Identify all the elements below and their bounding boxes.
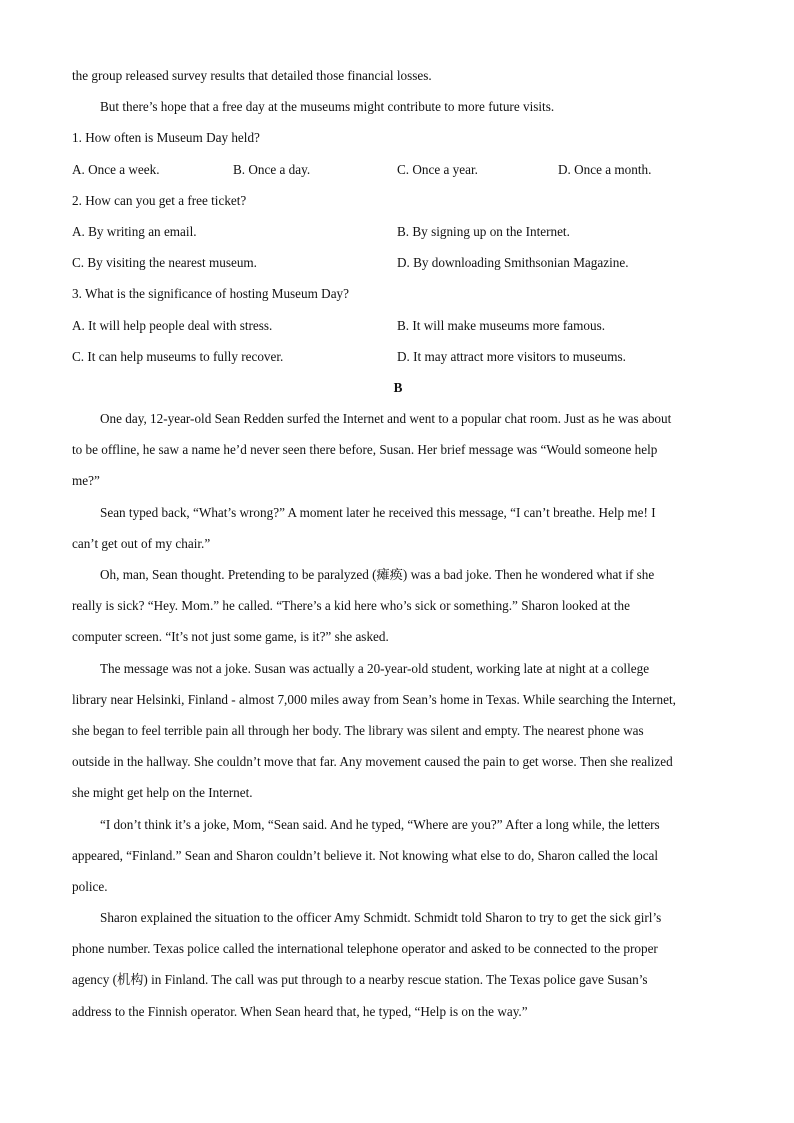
option-c: C. By visiting the nearest museum. xyxy=(72,255,257,271)
paragraph-5 xyxy=(72,809,724,903)
paragraph-line: me?” xyxy=(72,473,100,489)
section-heading: B xyxy=(393,379,403,395)
option-b: B. By signing up on the Internet. xyxy=(397,223,570,239)
paragraph-line: can’t get out of my chair.” xyxy=(72,535,211,551)
paragraph-6 xyxy=(72,902,724,1027)
paragraph-line: appeared, “Finland.” Sean and Sharon couldn’t believe it. Not knowing what else to do, Sharon called the local xyxy=(72,847,659,863)
paragraph-line: One day, 12-year-old Sean Redden surfed the Internet and went to a popular chat room. Just as he was about xyxy=(100,411,672,427)
paragraph-line: address to the Finnish operator. When Sean heard that, he typed, “Help is on the way.” xyxy=(72,1003,528,1019)
question-2: 2. How can you get a free ticket? xyxy=(72,192,247,208)
document-page xyxy=(72,60,724,1027)
option-b: B. It will make museums more famous. xyxy=(397,317,606,333)
option-c: C. Once a year. xyxy=(397,161,478,177)
paragraph-line: Oh, man, Sean thought. Pretending to be paralyzed (瘫痪) was a bad joke. Then he wondered what if she xyxy=(100,567,655,582)
question-3: 3. What is the significance of hosting Museum Day? xyxy=(72,286,350,302)
paragraph-line: “I don’t think it’s a joke, Mom, “Sean said. And he typed, “Where are you?” After a long while, the letters xyxy=(100,816,660,832)
question-3-options-row1 xyxy=(72,310,724,341)
paragraph-line: really is sick? “Hey. Mom.” he called. “There’s a kid here who’s sick or something.” Sharon looked at the xyxy=(72,598,630,614)
paragraph-line: police. xyxy=(72,878,108,894)
option-d: D. Once a month. xyxy=(558,161,652,177)
paragraph-line: to be offline, he saw a name he’d never seen there before, Susan. Her brief message was “Would someone help xyxy=(72,442,658,458)
paragraph-line: library near Helsinki, Finland - almost 7,000 miles away from Sean’s home in Texas. While searching the Internet, xyxy=(72,691,676,707)
option-a: A. Once a week. xyxy=(72,161,160,177)
paragraph-1 xyxy=(72,403,724,497)
paragraph-line: outside in the hallway. She couldn’t move that far. Any movement caused the pain to get worse. Then she realized xyxy=(72,754,673,770)
intro-line: the group released survey results that detailed those financial losses. xyxy=(72,68,432,83)
paragraph-line: Sharon explained the situation to the officer Amy Schmidt. Schmidt told Sharon to try to get the sick girl’s xyxy=(100,910,662,926)
option-a: A. It will help people deal with stress. xyxy=(72,317,273,333)
option-d: D. By downloading Smithsonian Magazine. xyxy=(397,255,629,271)
question-3-options-row2 xyxy=(72,341,724,372)
option-b: B. Once a day. xyxy=(233,161,311,177)
paragraph-line: The message was not a joke. Susan was actually a 20-year-old student, working late at night at a college xyxy=(100,660,650,676)
question-1: 1. How often is Museum Day held? xyxy=(72,130,260,146)
question-2-options-row1 xyxy=(72,216,724,247)
intro-line: But there’s hope that a free day at the museums might contribute to more future visits. xyxy=(100,99,555,115)
paragraph-line: phone number. Texas police called the international telephone operator and asked to be connected to the proper xyxy=(72,941,658,957)
paragraph-line: she began to feel terrible pain all through her body. The library was silent and empty. The nearest phone was xyxy=(72,722,644,738)
option-d: D. It may attract more visitors to museums. xyxy=(397,348,626,364)
paragraph-line: Sean typed back, “What’s wrong?” A moment later he received this message, “I can’t breathe. Help me! I xyxy=(100,504,656,520)
paragraph-3 xyxy=(72,559,724,653)
paragraph-2 xyxy=(72,497,724,559)
paragraph-4 xyxy=(72,653,724,809)
question-1-options xyxy=(72,154,724,185)
paragraph-line: agency (机构) in Finland. The call was put through to a nearby rescue station. The Texas police gave Susan’s xyxy=(72,972,648,988)
question-2-options-row2 xyxy=(72,247,724,278)
option-c: C. It can help museums to fully recover. xyxy=(72,348,284,364)
option-a: A. By writing an email. xyxy=(72,223,197,239)
paragraph-line: computer screen. “It’s not just some game, is it?” she asked. xyxy=(72,629,389,645)
paragraph-line: she might get help on the Internet. xyxy=(72,785,253,801)
